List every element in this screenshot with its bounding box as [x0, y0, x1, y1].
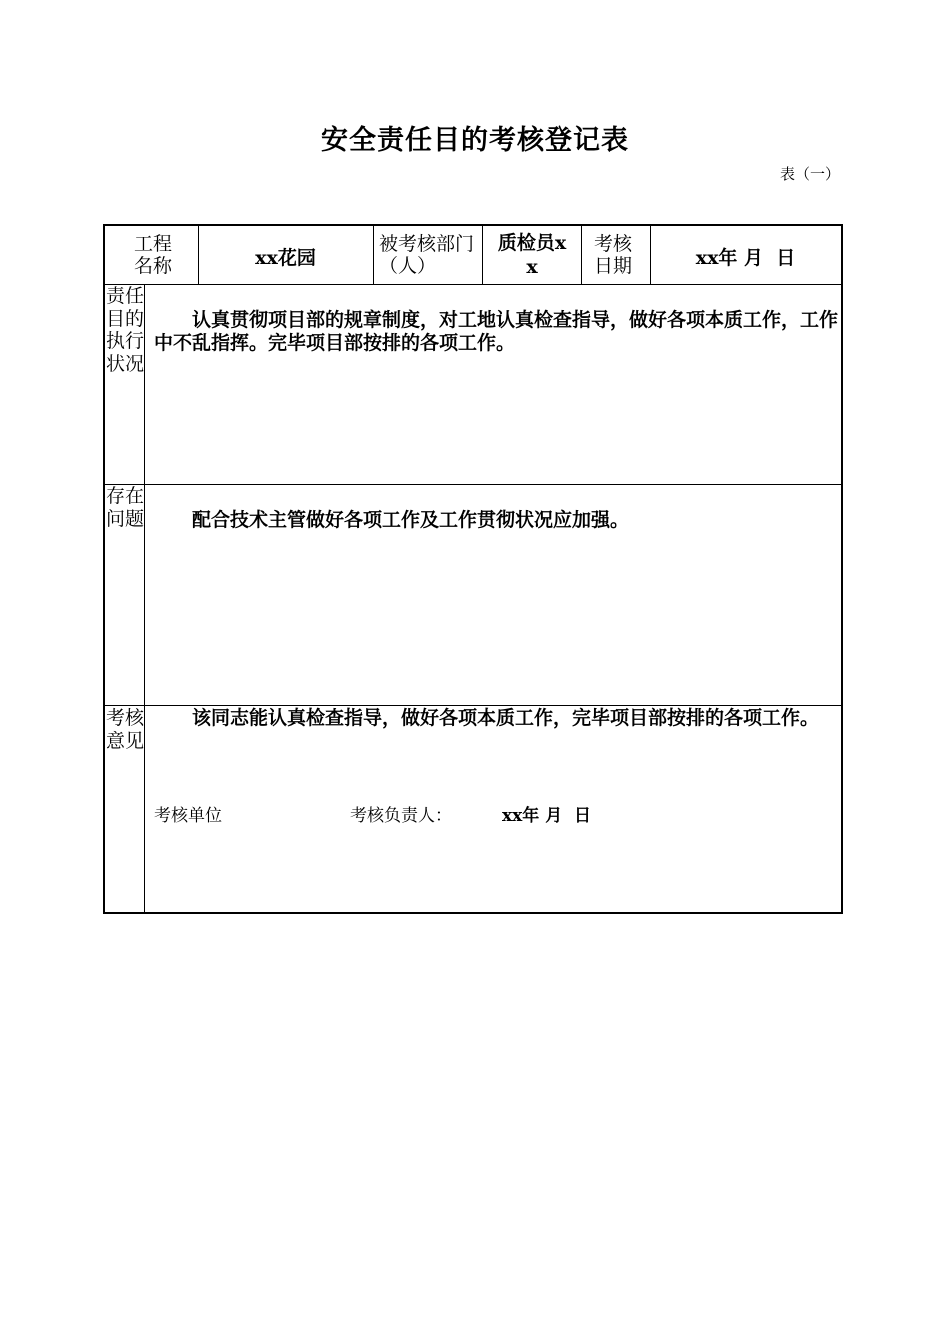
- sign-date: xx年 月 日: [502, 806, 592, 826]
- opinion-text: 该同志能认真检查指导，做好各项本质工作，完毕项目部按排的各项工作。: [192, 707, 820, 729]
- table-number: 表（一）: [779, 165, 840, 183]
- execution-text: 认真贯彻项目部的规章制度，对工地认真检查指导，做好各项本质工作，工作中不乱指挥。完毕项目部按排的各项工作。: [154, 309, 839, 354]
- assessment-date-label: 考核日期: [594, 233, 633, 277]
- assessed-dept-value: 质检员xx: [497, 232, 567, 278]
- assessing-unit-label: 考核单位: [154, 806, 222, 826]
- execution-label: 责任目的执行状况: [105, 285, 144, 375]
- page-title: 安全责任目的考核登记表: [321, 125, 629, 156]
- assessment-date-value: xx年 月 日: [695, 247, 796, 269]
- problems-label: 存在问题: [105, 485, 144, 530]
- project-name-value: xx花园: [255, 247, 316, 269]
- assessment-leader-label: 考核负责人：: [350, 806, 452, 826]
- project-name-label: 工程名称: [133, 233, 172, 277]
- problems-text: 配合技术主管做好各项工作及工作贯彻状况应加强。: [192, 509, 630, 531]
- opinion-label: 考核意见: [105, 707, 144, 752]
- assessed-dept-label: 被考核部门（人）: [379, 233, 475, 277]
- assessment-table: [103, 224, 843, 914]
